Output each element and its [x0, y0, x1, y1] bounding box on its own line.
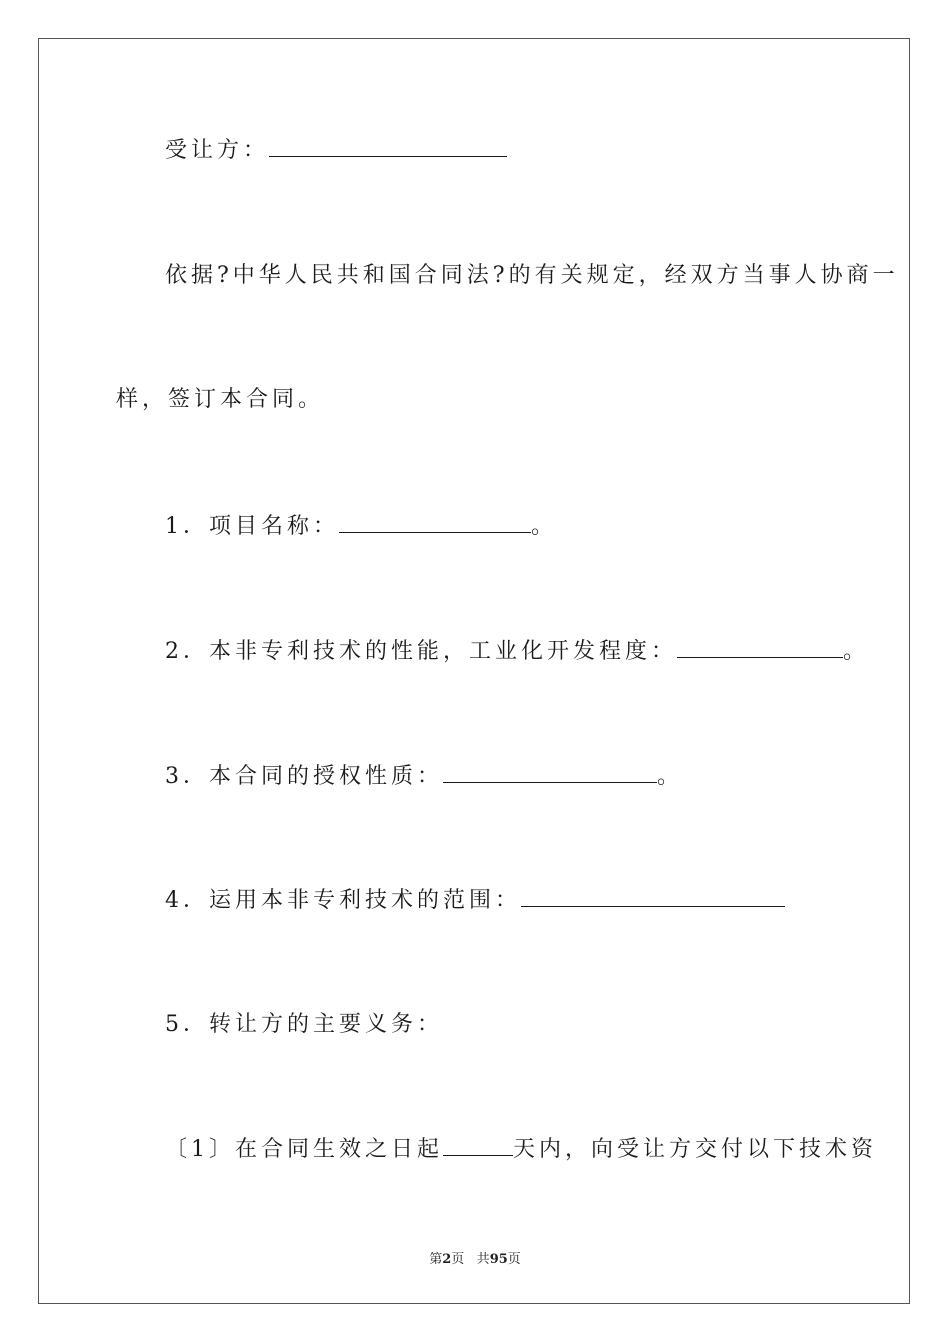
project-name-blank[interactable] [339, 510, 531, 533]
assignee-line [165, 134, 507, 166]
item-2-end: 。 [843, 639, 870, 664]
duty-1-start: 〔1〕在合同生效之日起 [165, 1137, 443, 1162]
item-3-end: 。 [657, 764, 684, 789]
basis-paragraph-line-1: 依据?中华人民共和国合同法?的有关规定，经双方当事人协商一 [165, 263, 899, 288]
footer-total-prefix: 共 [476, 1252, 490, 1267]
footer-total-suffix: 页 [507, 1252, 521, 1267]
item-1-project-name [165, 510, 557, 542]
item-3-license-nature [165, 760, 683, 792]
page-footer [0, 1248, 950, 1267]
assignee-blank[interactable] [269, 134, 507, 157]
performance-blank[interactable] [677, 635, 843, 658]
item-2-performance [165, 635, 869, 667]
basis-paragraph-line-2: 样，签订本合同。 [116, 387, 325, 412]
footer-page-suffix: 页 [451, 1252, 465, 1267]
footer-total-number: 95 [489, 1252, 508, 1267]
item-2-label: 2．本非专利技术的性能，工业化开发程度： [165, 639, 677, 664]
assignee-label: 受让方： [165, 138, 270, 163]
item-4-scope [165, 884, 785, 916]
license-nature-blank[interactable] [443, 760, 657, 783]
item-5-transferor-duties: 5．转让方的主要义务： [165, 1012, 443, 1037]
item-4-label: 4．运用本非专利技术的范围： [165, 888, 521, 913]
footer-page-number: 2 [442, 1252, 452, 1267]
days-blank[interactable] [443, 1133, 513, 1156]
item-1-end: 。 [531, 514, 558, 539]
page-frame [38, 38, 910, 1304]
duty-1-line [165, 1133, 877, 1165]
scope-blank[interactable] [521, 884, 785, 907]
item-1-label: 1．项目名称： [165, 514, 339, 539]
footer-page-prefix: 第 [429, 1252, 443, 1267]
item-3-label: 3．本合同的授权性质： [165, 764, 443, 789]
duty-1-end: 天内，向受让方交付以下技术资 [513, 1137, 878, 1162]
